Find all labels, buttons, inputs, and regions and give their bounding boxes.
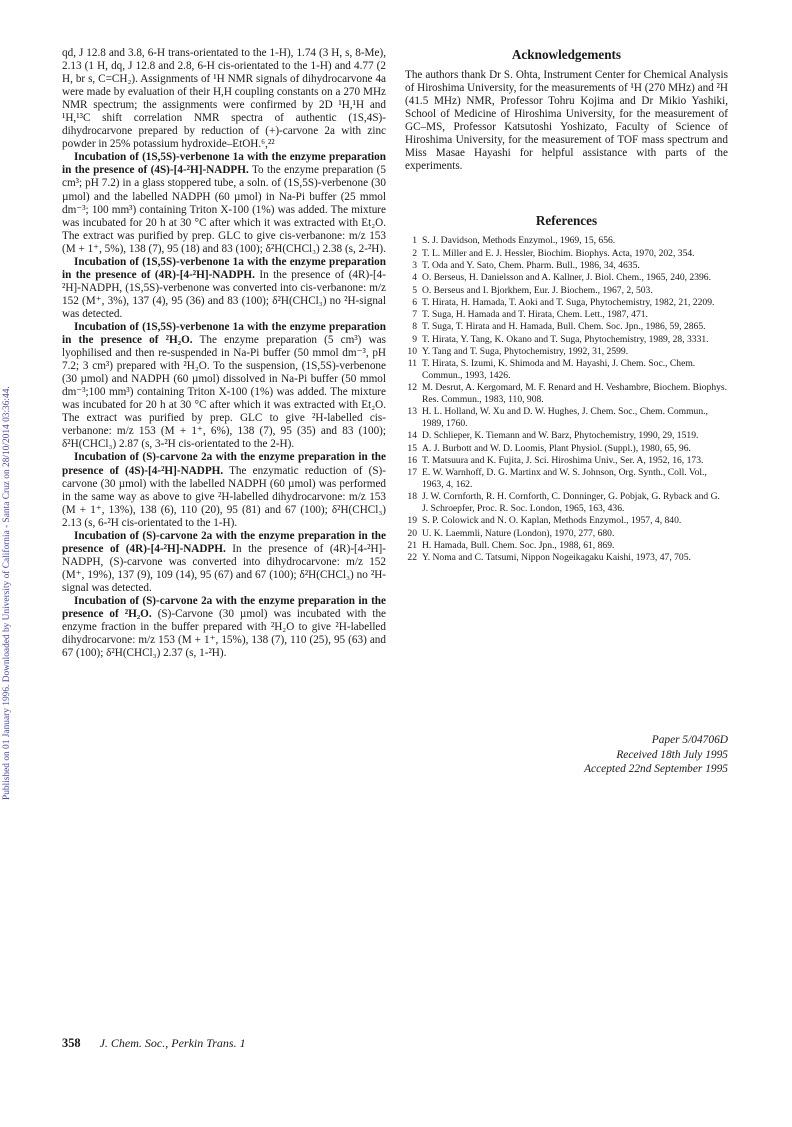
reference-item — [405, 260, 728, 272]
experiment-paragraph — [62, 530, 386, 595]
reference-item — [405, 235, 728, 247]
reference-number: 16 — [407, 454, 417, 466]
reference-item — [405, 552, 728, 564]
reference-number: 14 — [407, 430, 417, 442]
reference-text: S. P. Colowick and N. O. Kaplan, Methods Enzymol., 1957, 4, 840. — [422, 515, 682, 527]
paper-info — [405, 733, 728, 777]
reference-text: T. Hirata, H. Hamada, T. Aoki and T. Suga, Phytochemistry, 1982, 21, 2209. — [422, 296, 715, 308]
acknowledgements-title: Acknowledgements — [511, 47, 622, 62]
reference-text: U. K. Laemmli, Nature (London), 1970, 277, 680. — [422, 527, 615, 539]
experimental-text-column — [62, 47, 386, 660]
reference-item — [405, 491, 728, 514]
experiment-text: To the enzyme preparation (5 cm³; pH 7.2) in a glass stoppered tube, a soln. of (1S,5S)-verbenone (30 µmol) and the labelled NADPH (60 µmol) in Na-Pi buffer (25 mmol dm⁻³; 100 mm³) containing Triton X-100 (1%) was added. The mixture was incubated for 20 h at 30 °C after which it was extracted with Et₂O. The extract was purified by prep. GLC to give cis-verbanone: m/z 153 (M + 1⁺, 5%), 138 (7), 95 (18) and 83 (100); δ²H(CHCl₃) 2.38 (s, 2-²H). — [62, 164, 386, 255]
reference-item — [405, 321, 728, 333]
reference-text: O. Berseus and I. Bjorkhem, Eur. J. Biochem., 1967, 2, 503. — [422, 284, 653, 296]
reference-number: 7 — [412, 309, 417, 321]
acknowledgements-text: The authors thank Dr S. Ohta, Instrument Center for Chemical Analysis of Hiroshima University, for the measurements of ¹H (270 MHz) and ²H (41.5 MHz) NMR, Professor Tohru Kojima and Dr Mikio Yashiki, School of Medicine of Hiroshima University, for the measurement of GC–MS, Professor Katsutoshi Yoshizato, Faculty of Science of Hiroshima University, for the measurement of TOF mass spectrum and Miss Masae Hayashi for helpful assistance with parts of the experiments. — [405, 69, 728, 173]
experiment-heading: Incubation of (1S,5S)-verbenone 1a with the enzyme preparation in the presence of (4R)-[4-²H]-NADPH. — [62, 255, 386, 281]
experiment-heading: Incubation of (S)-carvone 2a with the enzyme preparation in the presence of (4R)-[4-²H]-NADPH. — [62, 529, 386, 555]
reference-text: T. Suga, T. Hirata and H. Hamada, Bull. Chem. Soc. Jpn., 1986, 59, 2865. — [422, 321, 706, 333]
reference-text: J. W. Cornforth, R. H. Cornforth, C. Donninger, G. Pobjak, G. Ryback and G. J. Schroepfer, Proc. R. Soc. London, 1965, 163, 436. — [422, 491, 720, 514]
nmr-assignment-paragraph: qd, J 12.8 and 3.8, 6-H trans-orientated to the 1-H), 1.74 (3 H, s, 8-Me), 2.13 (1 H, dq, J 12.8 and 2.8, 6-H cis-orientated to the 1-H) and 4.77 (2 H, br s, C=CH₂). Assignments of ¹H NMR signals of dihydrocarvone 4a were made by evaluation of their H,H coupling constants on a 270 MHz NMR spectrum; the assignments were confirmed by 2D ¹H,¹H and ¹H,¹³C shift correlation NMR spectra of authentic (1S,4S)-dihydrocarvone prepared by reduction of (+)-carvone 2a with zinc powder in 25% potassium hydroxide–EtOH.⁶,²² — [62, 47, 386, 151]
reference-number: 22 — [407, 552, 417, 564]
reference-item — [405, 467, 728, 490]
reference-list — [405, 235, 728, 563]
reference-text: M. Desrut, A. Kergomard, M. F. Renard and H. Veshambre, Biochem. Biophys. Res. Commun., 1983, 110, 908. — [422, 382, 728, 406]
reference-number: 1 — [412, 235, 417, 247]
experiment-heading: Incubation of (1S,5S)-verbenone 1a with the enzyme preparation in the presence of ²H₂O. — [62, 320, 386, 347]
reference-item — [405, 430, 728, 442]
page-number: 358 — [62, 1036, 81, 1050]
reference-number: 3 — [412, 259, 417, 271]
experiment-text: The enzymatic reduction of (S)-carvone (30 µmol) with the labelled NADPH (60 µmol) was performed in the same way as above to give ²H-labelled dihydrocarvone: m/z 153 (M + 1⁺, 13%), 138 (6), 110 (20), 95 (81) and 67 (100); δ²H(CHCl₃) 2.13 (s, 6-²H cis-orientated to the 1-H). — [62, 464, 387, 529]
reference-item — [405, 358, 728, 381]
experiment-heading: Incubation of (S)-carvone 2a with the enzyme preparation in the presence of (4S)-[4-²H]-NADPH. — [62, 451, 386, 477]
reference-item — [405, 297, 728, 309]
paper-number: Paper 5/04706D — [651, 734, 728, 746]
reference-text: O. Berseus, H. Danielsson and A. Kallner, J. Biol. Chem., 1965, 240, 2396. — [422, 272, 712, 284]
reference-item — [405, 528, 728, 540]
reference-text: D. Schlieper, K. Tiemann and W. Barz, Phytochemistry, 1990, 29, 1519. — [422, 430, 699, 442]
reference-item — [405, 309, 728, 321]
reference-text: T. Oda and Y. Sato, Chem. Pharm. Bull., 1986, 34, 4635. — [422, 259, 640, 271]
references-title: References — [535, 213, 598, 229]
reference-number: 9 — [412, 333, 417, 345]
reference-item — [405, 272, 728, 284]
reference-text: Y. Tang and T. Suga, Phytochemistry, 1992, 31, 2599. — [422, 346, 629, 358]
experiment-paragraph — [62, 151, 386, 255]
reference-item — [405, 285, 728, 297]
reference-text: T. L. Miller and E. J. Hessler, Biochim. Biophys. Acta, 1970, 202, 354. — [422, 247, 695, 259]
experiment-paragraph — [62, 256, 386, 321]
experiment-text: In the presence of (4R)-[4-²H]-NADPH, (1S,5S)-verbenone was converted into cis-verbanone: m/z 152 (M⁺, 3%), 137 (4), 95 (36) and 83 (100); δ²H(CHCl₃) no ²H-signal was detected. — [62, 268, 386, 320]
download-notice: Published on 01 January 1996. Downloaded by University of California - Santa Cruz on 28/10/2014 03:36:44. — [2, 386, 12, 800]
reference-number: 11 — [407, 358, 417, 370]
experiment-text: (S)-Carvone (30 µmol) was incubated with the enzyme fraction in the buffer prepared with ²H₂O to give ²H-labelled dihydrocarvone: m/z 153 (M + 1⁺, 15%), 138 (7), 110 (25), 95 (63) and 67 (100); δ²H(CHCl₃) 2.37 (s, 1-²H). — [62, 608, 387, 660]
reference-item — [405, 334, 728, 346]
experiment-heading: Incubation of (S)-carvone 2a with the enzyme preparation in the presence of ²H₂O. — [62, 594, 386, 621]
reference-text: H. L. Holland, W. Xu and D. W. Hughes, J. Chem. Soc., Chem. Commun., 1989, 1760. — [422, 406, 708, 430]
right-column — [405, 47, 728, 564]
reference-item — [405, 443, 728, 455]
reference-number: 8 — [412, 321, 417, 333]
experiment-heading: Incubation of (1S,5S)-verbenone 1a with the enzyme preparation in the presence of (4S)-[4-²H]-NADPH. — [62, 151, 386, 177]
experiment-paragraph — [62, 595, 386, 660]
reference-item — [405, 455, 728, 467]
reference-number: 21 — [407, 539, 417, 551]
reference-text: A. J. Burbott and W. D. Loomis, Plant Physiol. (Suppl.), 1980, 65, 96. — [422, 442, 691, 454]
reference-number: 20 — [407, 527, 417, 539]
reference-number: 2 — [412, 247, 417, 259]
reference-item — [405, 406, 728, 429]
reference-number: 19 — [407, 515, 417, 527]
reference-text: H. Hamada, Bull. Chem. Soc. Jpn., 1988, 61, 869. — [422, 539, 615, 551]
page-footer — [62, 1035, 246, 1051]
reference-number: 6 — [412, 296, 417, 308]
reference-number: 4 — [412, 272, 417, 284]
received-date: Received 18th July 1995 — [616, 748, 728, 761]
reference-item — [405, 248, 728, 260]
reference-item — [405, 346, 728, 358]
reference-text: S. J. Davidson, Methods Enzymol., 1969, 15, 656. — [422, 235, 616, 247]
reference-number: 15 — [407, 442, 417, 454]
reference-text: Y. Noma and C. Tatsumi, Nippon Nogeikagaku Kaishi, 1973, 47, 705. — [422, 552, 691, 564]
reference-number: 10 — [407, 346, 417, 358]
reference-item — [405, 540, 728, 552]
experiment-text: In the presence of (4R)-[4-²H]-NADPH, (S)-carvone was converted into dihydrocarvone: m/z 152 (M⁺, 19%), 137 (9), 109 (14), 95 (67) and 67 (100); δ²H(CHCl₃) no ²H-signal was detected. — [62, 542, 386, 594]
reference-number: 18 — [407, 491, 417, 503]
reference-number: 17 — [407, 467, 417, 479]
experiment-paragraph — [62, 321, 386, 451]
reference-number: 12 — [407, 382, 417, 394]
reference-item — [405, 515, 728, 527]
reference-text: E. W. Warnhoff, D. G. Martinx and W. S. Johnson, Org. Synth., Coll. Vol., 1963, 4, 162. — [422, 467, 707, 490]
reference-text: T. Hirata, S. Izumi, K. Shimoda and M. Hayashi, J. Chem. Soc., Chem. Commun., 1993, 1426. — [422, 358, 696, 382]
reference-number: 5 — [412, 284, 417, 296]
accepted-date: Accepted 22nd September 1995 — [584, 763, 728, 776]
journal-name: J. Chem. Soc., Perkin Trans. 1 — [99, 1036, 246, 1050]
experiment-paragraph — [62, 451, 386, 529]
experiment-text: The enzyme preparation (5 cm³) was lyophilised and then re-suspended in Na-Pi buffer (50 mmol dm⁻³, pH 7.2; 3 cm³) prepared with ²H₂O. To the suspension, (1S,5S)-verbenone (30 µmol) and NADPH (60 µmol) dissolved in Na-Pi buffer (50 mmol dm⁻³;100 mm³) containing Triton X-100 (1%) was added. The mixture was incubated for 20 h at 30 °C after which it was extracted with Et₂O. The extract was purified by prep. GLC to give ²H-labelled cis-verbanone: m/z 153 (M + 1⁺, 6%), 138 (7), 95 (35) and 83 (100); δ²H(CHCl₃) 2.87 (s, 3-²H cis-orientated to the 2-H). — [62, 334, 386, 451]
reference-text: T. Hirata, Y. Tang, K. Okano and T. Suga, Phytochemistry, 1989, 28, 3331. — [422, 333, 709, 345]
reference-text: T. Matsuura and K. Fujita, J. Sci. Hiroshima Univ., Ser. A, 1952, 16, 173. — [422, 454, 704, 466]
reference-number: 13 — [407, 406, 417, 418]
reference-item — [405, 382, 728, 405]
reference-text: T. Suga, H. Hamada and T. Hirata, Chem. Lett., 1987, 471. — [422, 309, 648, 321]
